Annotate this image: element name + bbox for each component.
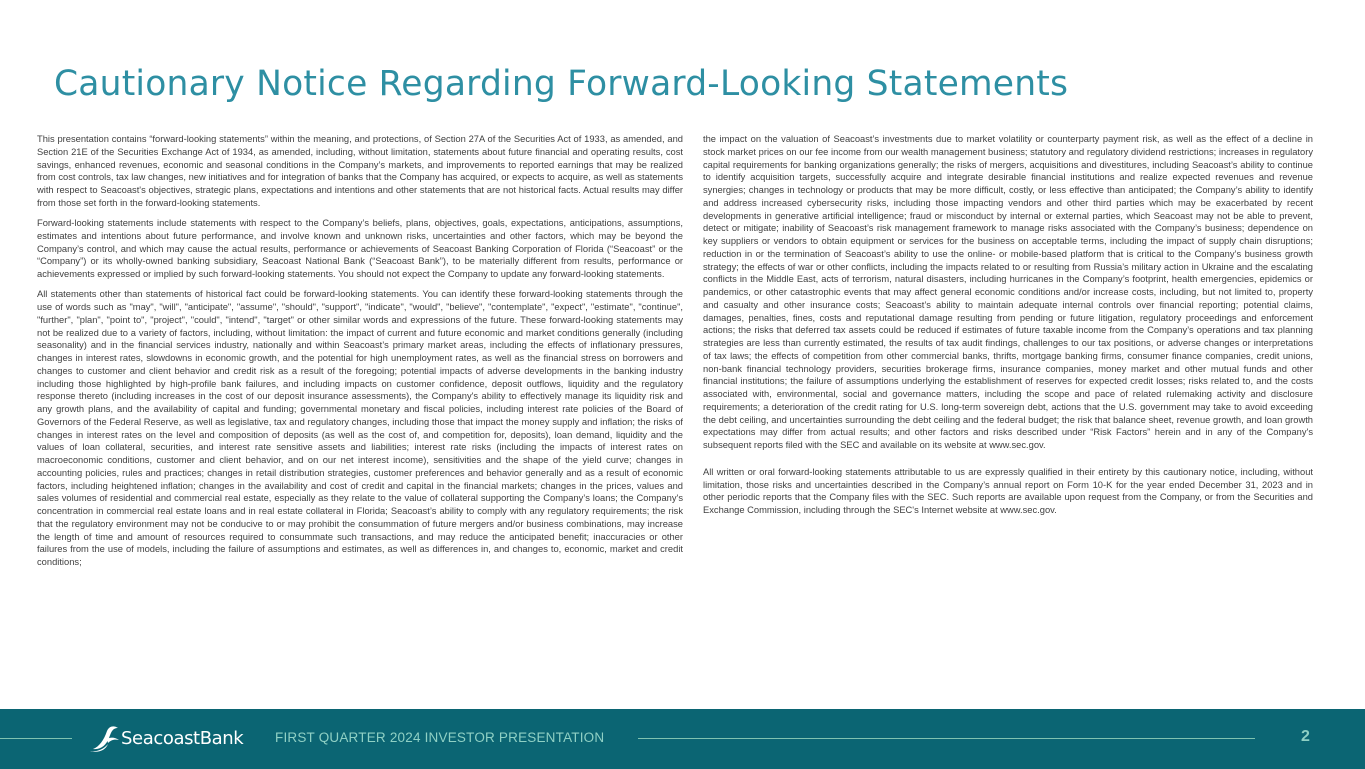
disclaimer-left-column <box>37 133 683 576</box>
brand-name: SeacoastBank <box>121 728 244 749</box>
page-title: Cautionary Notice Regarding Forward-Looking Statements <box>54 64 1069 104</box>
presentation-label: FIRST QUARTER 2024 INVESTOR PRESENTATION <box>275 730 605 745</box>
footer-divider-right <box>638 738 1255 739</box>
disclaimer-right-column <box>703 133 1313 524</box>
seacoast-bank-logo <box>90 725 250 753</box>
footer-divider-left <box>0 738 72 739</box>
paragraph-risk-factors: All statements other than statements of historical fact could be forward-looking statements. You can identify these forward-looking statements through the use of words such as "may", "will", "anticipate", "assume", "should", "support", "indicate", "would", "believe", "contemplate", "expect", "estimate", "continue", "further", "plan", "point to", "project", "could", "intend", "target" or other similar words and expressions of the future. These forward-looking statements may not be realized due to a variety of factors, including, without limitation: the impact of current and future economic and market conditions generally (including seasonality) and in the financial services industry, nationally and within Seacoast’s primary market areas, including the effects of inflationary pressures, changes in interest rates, slowdowns in economic growth, and the potential for high unemployment rates, as well as the financial stress on borrowers and changes to customer and client behavior and credit risk as a result of the foregoing; potential impacts of adverse developments in the banking industry including those highlighted by high-profile bank failures, and including impacts on customer confidence, deposit outflows, liquidity and the regulatory response thereto (including increases in the cost of our deposit insurance assessments), the Company's ability to effectively manage its liquidity risk and any growth plans, and the availability of capital and funding; governmental monetary and fiscal policies, including interest rate policies of the Board of Governors of the Federal Reserve, as well as legislative, tax and regulatory changes, including those that impact the money supply and inflation; the risks of changes in interest rates on the level and composition of deposits (as well as the cost of, and competition for, deposits), loan demand, liquidity and the values of loan collateral, securities, and interest rate sensitive assets and liabilities; interest rate risks (including the impacts of interest rates on macroeconomic conditions, customer and client behavior, and on our net interest income), sensitivities and the shape of the yield curve; changes in accounting policies, rules and practices; changes in retail distribution strategies, customer preferences and behavior generally and as a result of economic factors, including heightened inflation; changes in the availability and cost of credit and capital in the financial markets; changes in the prices, values and sales volumes of residential and commercial real estate, especially as they relate to the value of collateral supporting the Company’s loans; the Company's concentration in commercial real estate loans and in real estate collateral in Florida; Seacoast’s ability to comply with any regulatory requirements; the risk that the regulatory environment may not be conducive to or may prohibit the consummation of future mergers and/or business combinations, may increase the length of time and amount of resources required to consummate such transactions, and may reduce the anticipated benefit; inaccuracies or other failures from the use of models, including the failure of assumptions and estimates, as well as differences in, and changes to, economic, market and credit conditions; <box>37 289 683 567</box>
seacoast-wave-logo-icon <box>90 725 120 753</box>
paragraph-intro: This presentation contains “forward-looking statements” within the meaning, and protections, of Section 27A of the Securities Act of 1933, as amended, and Section 21E of the Securities Exchange Act of 1934, as amended, including, without limitation, statements about future financial and operating results, cost savings, enhanced revenues, economic and seasonal conditions in the Company’s markets, and improvements to reported earnings that may be realized from cost controls, tax law changes, new initiatives and for integration of banks that the Company has acquired, or expects to acquire, as well as statements with respect to Seacoast's objectives, strategic plans, expectations and intentions and other statements that are not historical facts. Actual results may differ from those set forth in the forward-looking statements. <box>37 134 683 208</box>
page-number: 2 <box>1301 728 1310 745</box>
paragraph-qualification: All written or oral forward-looking statements attributable to us are expressly qualified in their entirety by this cautionary notice, including, without limitation, those risks and uncertainties described in the Company’s annual report on Form 10-K for the year ended December 31, 2023 and in other periodic reports that the Company files with the SEC. Such reports are available upon request from the Company, or from the Securities and Exchange Commission, including through the SEC's Internet website at www.sec.gov. <box>703 466 1313 515</box>
paragraph-forward-looking-definition: Forward-looking statements include statements with respect to the Company’s beliefs, plans, objectives, goals, expectations, anticipations, assumptions, estimates and intentions about future performance, and involve known and unknown risks, uncertainties and other factors, which may be beyond the Company’s control, and which may cause the actual results, performance or achievements of Seacoast Banking Corporation of Florida (“Seacoast” or the “Company”) or its wholly-owned banking subsidiary, Seacoast National Bank (“Seacoast Bank”), to be materially different from results, performance or achievements expressed or implied by such forward-looking statements. You should not expect the Company to update any forward-looking statements. <box>37 218 683 279</box>
footer-bar <box>0 709 1365 769</box>
paragraph-risk-factors-continued: the impact on the valuation of Seacoast’s investments due to market volatility or counterparty payment risk, as well as the effect of a decline in stock market prices on our fee income from our wealth management business; statutory and regulatory dividend restrictions; increases in regulatory capital requirements for banking organizations generally; the risks of mergers, acquisitions and divestitures, including Seacoast’s ability to continue to identify acquisition targets, successfully acquire and integrate desirable financial institutions and realize expected revenues and revenue synergies; changes in technology or products that may be more difficult, costly, or less effective than anticipated; the Company’s ability to identify and address increased cybersecurity risks, including those impacting vendors and other third parties which may be exacerbated by recent developments in generative artificial intelligence; fraud or misconduct by internal or external parties, which Seacoast may not be able to prevent, detect or mitigate; inability of Seacoast’s risk management framework to manage risks associated with the Company’s business; dependence on key suppliers or vendors to obtain equipment or services for the business on acceptable terms, including the impact of supply chain disruptions; reduction in or the termination of Seacoast’s ability to use the online- or mobile-based platform that is critical to the Company’s business growth strategy; the effects of war or other conflicts, including the impacts related to or resulting from Russia’s military action in Ukraine and the escalating conflicts in the Middle East, acts of terrorism, natural disasters, including hurricanes in the Company’s footprint, health emergencies, epidemics or pandemics, or other catastrophic events that may affect general economic conditions and/or increase costs, including, but not limited to, property and casualty and other insurance costs; Seacoast’s ability to maintain adequate internal controls over financial reporting; potential claims, damages, penalties, fines, costs and reputational damage resulting from pending or future litigation, regulatory proceedings and enforcement actions; the risks that deferred tax assets could be reduced if estimates of future taxable income from the Company’s operations and tax planning strategies are less than currently estimated, the results of tax audit findings, challenges to our tax positions, or adverse changes or interpretations of tax laws; the effects of competition from other commercial banks, thrifts, mortgage banking firms, consumer finance companies, credit unions, non-bank financial technology providers, securities brokerage firms, insurance companies, money market and other mutual funds and other financial institutions; the failure of assumptions underlying the establishment of reserves for expected credit losses; risks related to, and the costs associated with, environmental, social and governance matters, including the scope and pace of related rulemaking activity and disclosure requirements; a deterioration of the credit rating for U.S. long-term sovereign debt, actions that the U.S. government may take to avoid exceeding the debt ceiling, and uncertainties surrounding the debt ceiling and the federal budget; the risk that balance sheet, revenue growth, and loan growth expectations may differ from actual results; and other factors and risks described under “Risk Factors” herein and in any of the Company's subsequent reports filed with the SEC and available on its website at www.sec.gov. <box>703 134 1313 450</box>
